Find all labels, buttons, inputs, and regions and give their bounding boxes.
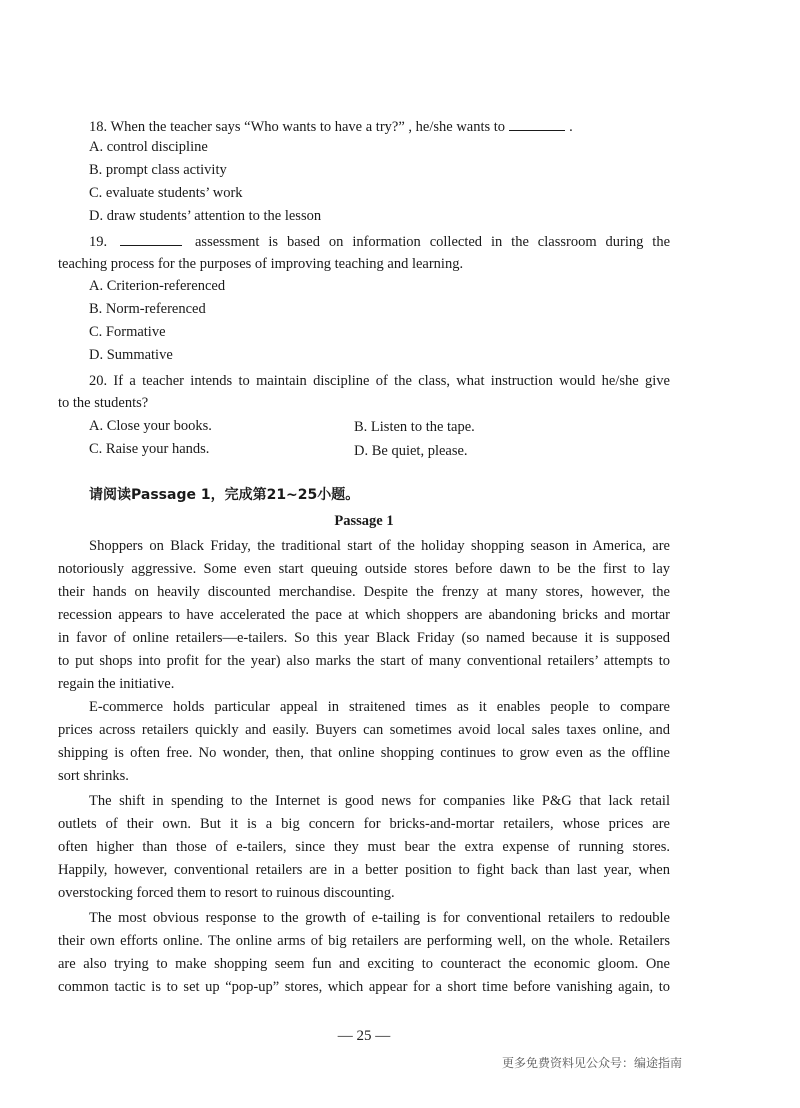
passage-line: The most obvious response to the growth of e-tailing is for conventional retailers to redouble — [89, 910, 670, 926]
footer-note: 更多免费资料见公众号：编途指南 — [502, 1056, 683, 1070]
q18-option-d: D. draw students’ attention to the lesson — [89, 208, 322, 224]
q18-option-b: B. prompt class activity — [89, 162, 227, 178]
passage-line: common tactic is to set up “pop-up” stores, which appear for a short time before vanishing again, to — [58, 979, 670, 995]
q19-stem-line1 — [89, 232, 670, 251]
q18-answer-blank — [509, 117, 565, 131]
passage-line: overstocking forced them to resort to ruinous discounting. — [58, 885, 395, 901]
passage-title: Passage 1 — [334, 513, 394, 529]
q18-stem-text: 18. When the teacher says “Who wants to have a try?” , he/she wants to — [89, 119, 506, 135]
q20-option-d: D. Be quiet, please. — [354, 443, 468, 459]
passage-line: Shoppers on Black Friday, the traditional start of the holiday shopping season in America, are — [89, 538, 670, 554]
q19-option-a: A. Criterion-referenced — [89, 278, 226, 294]
passage-line: sort shrinks. — [58, 768, 129, 784]
page-number: — 25 — — [337, 1028, 391, 1044]
passage-line: prices across retailers quickly and easily. Buyers can sometimes avoid local sales taxes online, and — [58, 722, 670, 738]
q20-option-c: C. Raise your hands. — [89, 441, 210, 457]
q19-answer-blank — [120, 232, 182, 246]
passage-line: often higher than those of e-tailers, since they must bear the extra expense of running stores. — [58, 839, 670, 855]
passage-line: their hands on heavily discounted merchandise. Despite the frenzy at many stores, however, the — [58, 584, 670, 600]
q20-stem-line2: to the students? — [58, 395, 149, 411]
q18-stem — [89, 117, 573, 136]
passage-line: outlets of their own. But it is a big concern for bricks-and-mortar retailers, whose prices are — [58, 816, 670, 832]
q18-option-a: A. control discipline — [89, 139, 208, 155]
passage-line: Happily, however, conventional retailers are in a better position to fight back than last year, when — [58, 862, 670, 878]
passage-line: to put shops into profit for the year) also marks the start of many conventional retailers’ attempts to — [58, 653, 670, 669]
passage-line: shipping is often free. No wonder, then, that online shopping continues to grow even as the offline — [58, 745, 670, 761]
q20-option-a: A. Close your books. — [89, 418, 212, 434]
passage-line: E-commerce holds particular appeal in straitened times as it enables people to compare — [89, 699, 670, 715]
reading-instruction: 请阅读Passage 1，完成第21~25小题。 — [89, 487, 360, 503]
passage-line: their own efforts online. The online arms of big retailers are performing well, on the whole. Retailers — [58, 933, 670, 949]
q18-stem-end: . — [569, 119, 573, 135]
passage-line: The shift in spending to the Internet is good news for companies like P&G that lack retail — [89, 793, 670, 809]
passage-line: recession appears to have accelerated the pace at which shoppers are abandoning bricks and mortar — [58, 607, 670, 623]
passage-line: regain the initiative. — [58, 676, 175, 692]
passage-line: are also trying to make shopping seem fun and exciting to counteract the economic gloom. One — [58, 956, 670, 972]
q19-stem-line2: teaching process for the purposes of improving teaching and learning. — [58, 256, 464, 272]
q20-stem-line1: 20. If a teacher intends to maintain discipline of the class, what instruction would he/she give — [89, 373, 670, 389]
passage-line: notoriously aggressive. Some even start queuing outside stores before dawn to be the first to lay — [58, 561, 670, 577]
q19-number: 19. — [89, 234, 108, 250]
q19-stem-text: assessment is based on information collected in the classroom during the — [195, 234, 671, 250]
q19-option-b: B. Norm-referenced — [89, 301, 206, 317]
q19-option-c: C. Formative — [89, 324, 166, 340]
passage-line: in favor of online retailers—e-tailers. So this year Black Friday (so named because it is supposed — [58, 630, 670, 646]
q20-option-b: B. Listen to the tape. — [354, 419, 475, 435]
q19-option-d: D. Summative — [89, 347, 173, 363]
q18-option-c: C. evaluate students’ work — [89, 185, 243, 201]
